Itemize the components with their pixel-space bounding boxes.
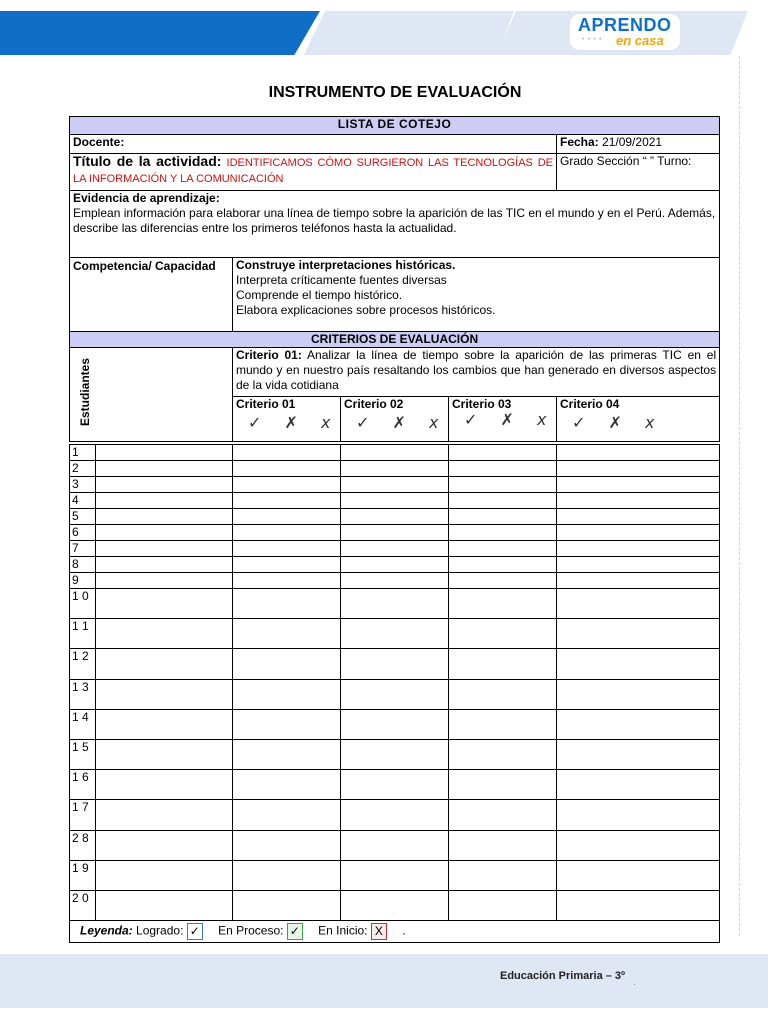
- student-name-cell[interactable]: [96, 445, 233, 461]
- evidencia-label: Evidencia de aprendizaje:: [73, 191, 220, 205]
- student-row: [70, 739, 720, 769]
- row-number: 1 4: [70, 709, 96, 739]
- capacidad-1: Interpreta críticamente fuentes diversas: [236, 273, 447, 287]
- criterio-02-cell[interactable]: [341, 509, 449, 525]
- criterio-01-cell[interactable]: [233, 649, 341, 679]
- student-row: [70, 860, 720, 890]
- criterio-02-cell[interactable]: [341, 445, 449, 461]
- student-name-cell[interactable]: [96, 541, 233, 557]
- criterio-01-cell[interactable]: [233, 493, 341, 509]
- criterio-03-cell[interactable]: [449, 557, 557, 573]
- row-number: 5: [70, 509, 96, 525]
- competencia-cell: [233, 258, 720, 332]
- competencia-label: Competencia/ Capacidad: [73, 259, 216, 273]
- student-name-cell[interactable]: [96, 709, 233, 739]
- row-number: 1 1: [70, 619, 96, 649]
- student-row: [70, 445, 720, 461]
- page-title: INSTRUMENTO DE EVALUACIÓN: [268, 84, 522, 101]
- student-name-cell[interactable]: [96, 770, 233, 800]
- criterio-04-cell[interactable]: [557, 557, 720, 573]
- lista-de-cotejo-header: LISTA DE COTEJO: [70, 117, 720, 135]
- docente-cell[interactable]: [70, 135, 557, 154]
- criterio-02-cell[interactable]: [341, 477, 449, 493]
- grado-cell[interactable]: [557, 154, 720, 191]
- criterio-01-cell[interactable]: [233, 709, 341, 739]
- criterio-01-cell[interactable]: [233, 557, 341, 573]
- criterio-04-marks: ✓ ✗ x: [572, 413, 664, 432]
- row-number: 2 8: [70, 830, 96, 860]
- capacidad-3: Elabora explicaciones sobre procesos históricos.: [236, 303, 496, 317]
- criterio-03-cell[interactable]: [449, 830, 557, 860]
- criterio-04-cell[interactable]: [557, 619, 720, 649]
- student-row: [70, 541, 720, 557]
- criterio-04-cell[interactable]: [557, 477, 720, 493]
- criterio-01-cell[interactable]: [233, 739, 341, 769]
- student-row: [70, 589, 720, 619]
- criterio-01-cell[interactable]: [233, 461, 341, 477]
- capacidad-2: Comprende el tiempo histórico.: [236, 288, 403, 302]
- criterio-04-cell[interactable]: [557, 649, 720, 679]
- criterio-04-cell[interactable]: [557, 800, 720, 830]
- criterio-01-cell[interactable]: [233, 830, 341, 860]
- student-name-cell[interactable]: [96, 649, 233, 679]
- student-row: [70, 493, 720, 509]
- student-name-cell[interactable]: [96, 509, 233, 525]
- row-number: 4: [70, 493, 96, 509]
- criterio-03-cell[interactable]: [449, 649, 557, 679]
- criterio-02-cell[interactable]: [341, 557, 449, 573]
- criterio-02-cell[interactable]: [341, 649, 449, 679]
- footer-dot: ·: [633, 980, 636, 989]
- criterio-03-marks: ✓ ✗ x: [464, 410, 556, 429]
- student-row: [70, 573, 720, 589]
- criterio-03-cell[interactable]: [449, 679, 557, 709]
- criterio-02-cell[interactable]: [341, 739, 449, 769]
- row-number: 2 0: [70, 890, 96, 920]
- criterio-04-cell[interactable]: [557, 541, 720, 557]
- criterio-02-cell[interactable]: [341, 589, 449, 619]
- student-row: [70, 619, 720, 649]
- row-number: 1 9: [70, 860, 96, 890]
- criterio01-description: [233, 348, 720, 397]
- criterio-01-cell[interactable]: [233, 770, 341, 800]
- row-number: 1 0: [70, 589, 96, 619]
- criterio-04-cell[interactable]: [557, 573, 720, 589]
- row-number: 7: [70, 541, 96, 557]
- criterio-01-cell[interactable]: [233, 525, 341, 541]
- criterio-02-cell[interactable]: [341, 619, 449, 649]
- student-name-cell[interactable]: [96, 461, 233, 477]
- row-number: 9: [70, 573, 96, 589]
- criterio-03-cell[interactable]: [449, 477, 557, 493]
- criterio-04-label: Criterio 04: [560, 397, 620, 411]
- row-number: 1 3: [70, 679, 96, 709]
- footer-band: [0, 954, 768, 1008]
- student-name-cell[interactable]: [96, 525, 233, 541]
- proceso-check-icon: ✓: [287, 923, 303, 940]
- criterio-02-cell[interactable]: [341, 860, 449, 890]
- footer-text: Educación Primaria – 3º: [500, 970, 626, 982]
- criterio-02-cell[interactable]: [341, 770, 449, 800]
- row-number: 1 5: [70, 739, 96, 769]
- criterio-02-cell[interactable]: [341, 461, 449, 477]
- criterio-02-marks: ✓ ✗ x: [356, 413, 448, 432]
- criterio-03-cell[interactable]: [449, 770, 557, 800]
- criterio-02-cell[interactable]: [341, 890, 449, 920]
- student-row: [70, 557, 720, 573]
- criterio-02-cell[interactable]: [341, 709, 449, 739]
- student-name-cell[interactable]: [96, 619, 233, 649]
- student-row: [70, 477, 720, 493]
- proceso-label: En Proceso:: [218, 923, 284, 938]
- logrado-check-icon: ✓: [187, 923, 203, 940]
- aprendo-en-casa-logo: [570, 14, 680, 50]
- student-name-cell[interactable]: [96, 573, 233, 589]
- criterio-04-cell[interactable]: [557, 739, 720, 769]
- criterio-02-header: [341, 397, 449, 442]
- criterio-03-cell[interactable]: [449, 573, 557, 589]
- legend-end-dot: .: [402, 923, 406, 938]
- student-name-cell[interactable]: [96, 830, 233, 860]
- inicio-label: En Inicio:: [318, 923, 368, 938]
- student-row: [70, 800, 720, 830]
- row-number: 3: [70, 477, 96, 493]
- student-row: [70, 649, 720, 679]
- estudiantes-label: Estudiantes: [78, 358, 92, 427]
- criterio-01-cell[interactable]: [233, 890, 341, 920]
- criterio-03-cell[interactable]: [449, 619, 557, 649]
- student-row: [70, 525, 720, 541]
- row-number: 1: [70, 445, 96, 461]
- student-name-cell[interactable]: [96, 493, 233, 509]
- criterio-01-cell[interactable]: [233, 541, 341, 557]
- criterios-header: CRITERIOS DE EVALUACIÓN: [70, 332, 720, 348]
- fecha-value: 21/09/2021: [602, 135, 663, 149]
- competencia-label-cell: [70, 258, 233, 332]
- criterio-02-cell[interactable]: [341, 525, 449, 541]
- logo-dots: • • • •: [582, 37, 603, 43]
- criterio-04-cell[interactable]: [557, 509, 720, 525]
- criterio-02-cell[interactable]: [341, 573, 449, 589]
- criterio-02-cell[interactable]: [341, 679, 449, 709]
- row-number: 1 7: [70, 800, 96, 830]
- criterio-01-cell[interactable]: [233, 589, 341, 619]
- criterio-01-cell[interactable]: [233, 860, 341, 890]
- row-number: 6: [70, 525, 96, 541]
- student-row: [70, 461, 720, 477]
- student-row: [70, 679, 720, 709]
- students-table: [69, 444, 720, 943]
- criterio-03-cell[interactable]: [449, 800, 557, 830]
- estudiantes-header-cell: [70, 348, 233, 442]
- header-band-blue: [0, 11, 320, 55]
- criterio-02-cell[interactable]: [341, 830, 449, 860]
- criterio-03-cell[interactable]: [449, 860, 557, 890]
- docente-label: Docente:: [73, 135, 125, 149]
- criterio-03-cell[interactable]: [449, 890, 557, 920]
- criterio-04-cell[interactable]: [557, 493, 720, 509]
- criterio-02-cell[interactable]: [341, 541, 449, 557]
- criterio-01-label: Criterio 01: [236, 397, 296, 411]
- logrado-label: Logrado:: [136, 923, 184, 938]
- titulo-value: IDENTIFICAMOS CÓMO SURGIERON LAS TECNOLOGÍAS DE LA INFORMACIÓN Y LA COMUNICACIÓN: [73, 157, 553, 185]
- criterio-03-header: [449, 397, 557, 442]
- criterio-04-cell[interactable]: [557, 860, 720, 890]
- student-row: [70, 770, 720, 800]
- leyenda-label: Leyenda:: [80, 923, 133, 938]
- logo-text-aprendo: APRENDO: [578, 15, 672, 35]
- evidencia-text: Emplean información para elaborar una línea de tiempo sobre la aparición de las TIC en el mundo y en el Perú. Además, describe las diferencias entre los primeros teléfonos hasta la actualidad.: [73, 206, 716, 235]
- criterio-03-cell[interactable]: [449, 739, 557, 769]
- criterio-03-cell[interactable]: [449, 509, 557, 525]
- criterio-04-cell[interactable]: [557, 709, 720, 739]
- criterio-04-cell[interactable]: [557, 679, 720, 709]
- criterio-03-cell[interactable]: [449, 493, 557, 509]
- criterio-03-cell[interactable]: [449, 541, 557, 557]
- fecha-cell[interactable]: [557, 135, 720, 154]
- criterio-04-cell[interactable]: [557, 830, 720, 860]
- criterio-02-cell[interactable]: [341, 493, 449, 509]
- header-band-light: [304, 11, 514, 55]
- criterio-02-cell[interactable]: [341, 800, 449, 830]
- evidencia-cell: [70, 191, 720, 258]
- grado-label: Grado Sección “ ” Turno:: [560, 154, 692, 168]
- student-row: [70, 509, 720, 525]
- criterio-04-cell[interactable]: [557, 890, 720, 920]
- row-number: 2: [70, 461, 96, 477]
- criterio-03-cell[interactable]: [449, 445, 557, 461]
- criterio-03-label: Criterio 03: [452, 397, 512, 411]
- criterio-04-cell[interactable]: [557, 445, 720, 461]
- leyenda-row: [70, 921, 720, 943]
- student-row: [70, 709, 720, 739]
- competencia-title: Construye interpretaciones históricas.: [236, 258, 456, 272]
- student-name-cell[interactable]: [96, 890, 233, 920]
- criterio-01-cell[interactable]: [233, 619, 341, 649]
- criterio-01-cell[interactable]: [233, 477, 341, 493]
- student-name-cell[interactable]: [96, 800, 233, 830]
- criterio-01-cell[interactable]: [233, 509, 341, 525]
- student-row: [70, 890, 720, 920]
- criterio-01-marks: ✓ ✗ x: [248, 413, 340, 432]
- criterio01-label: Criterio 01:: [236, 348, 302, 362]
- student-name-cell[interactable]: [96, 679, 233, 709]
- row-number: 1 6: [70, 770, 96, 800]
- student-name-cell[interactable]: [96, 860, 233, 890]
- criterio-01-cell[interactable]: [233, 679, 341, 709]
- criterio-03-cell[interactable]: [449, 709, 557, 739]
- criterio-03-cell[interactable]: [449, 525, 557, 541]
- page-margin-guide: [739, 56, 740, 936]
- criterio-01-cell[interactable]: [233, 573, 341, 589]
- criterio-01-header: [233, 397, 341, 442]
- criterio-01-cell[interactable]: [233, 800, 341, 830]
- student-name-cell[interactable]: [96, 739, 233, 769]
- fecha-label: Fecha:: [560, 135, 599, 149]
- criterio-04-cell[interactable]: [557, 770, 720, 800]
- logo-text-en-casa: en casa: [616, 33, 664, 48]
- student-name-cell[interactable]: [96, 557, 233, 573]
- criterio-04-cell[interactable]: [557, 461, 720, 477]
- row-number: 1 2: [70, 649, 96, 679]
- inicio-x-icon: X: [371, 923, 387, 940]
- titulo-cell: [70, 154, 557, 191]
- criterio-04-cell[interactable]: [557, 525, 720, 541]
- evaluation-form: [69, 116, 720, 442]
- row-number: 8: [70, 557, 96, 573]
- criterio-04-cell[interactable]: [557, 589, 720, 619]
- criterio-04-header: [557, 397, 720, 442]
- criterio-03-cell[interactable]: [449, 589, 557, 619]
- criterio01-text: Analizar la línea de tiempo sobre la aparición de las primeras TIC en el mundo y en nuestro país resaltando los cambios que han generado en diversos aspectos de la vida cotidiana: [236, 348, 717, 392]
- student-name-cell[interactable]: [96, 477, 233, 493]
- student-row: [70, 830, 720, 860]
- titulo-label: Título de la actividad:: [73, 153, 222, 169]
- student-name-cell[interactable]: [96, 589, 233, 619]
- criterio-01-cell[interactable]: [233, 445, 341, 461]
- criterio-03-cell[interactable]: [449, 461, 557, 477]
- criterio-02-label: Criterio 02: [344, 397, 404, 411]
